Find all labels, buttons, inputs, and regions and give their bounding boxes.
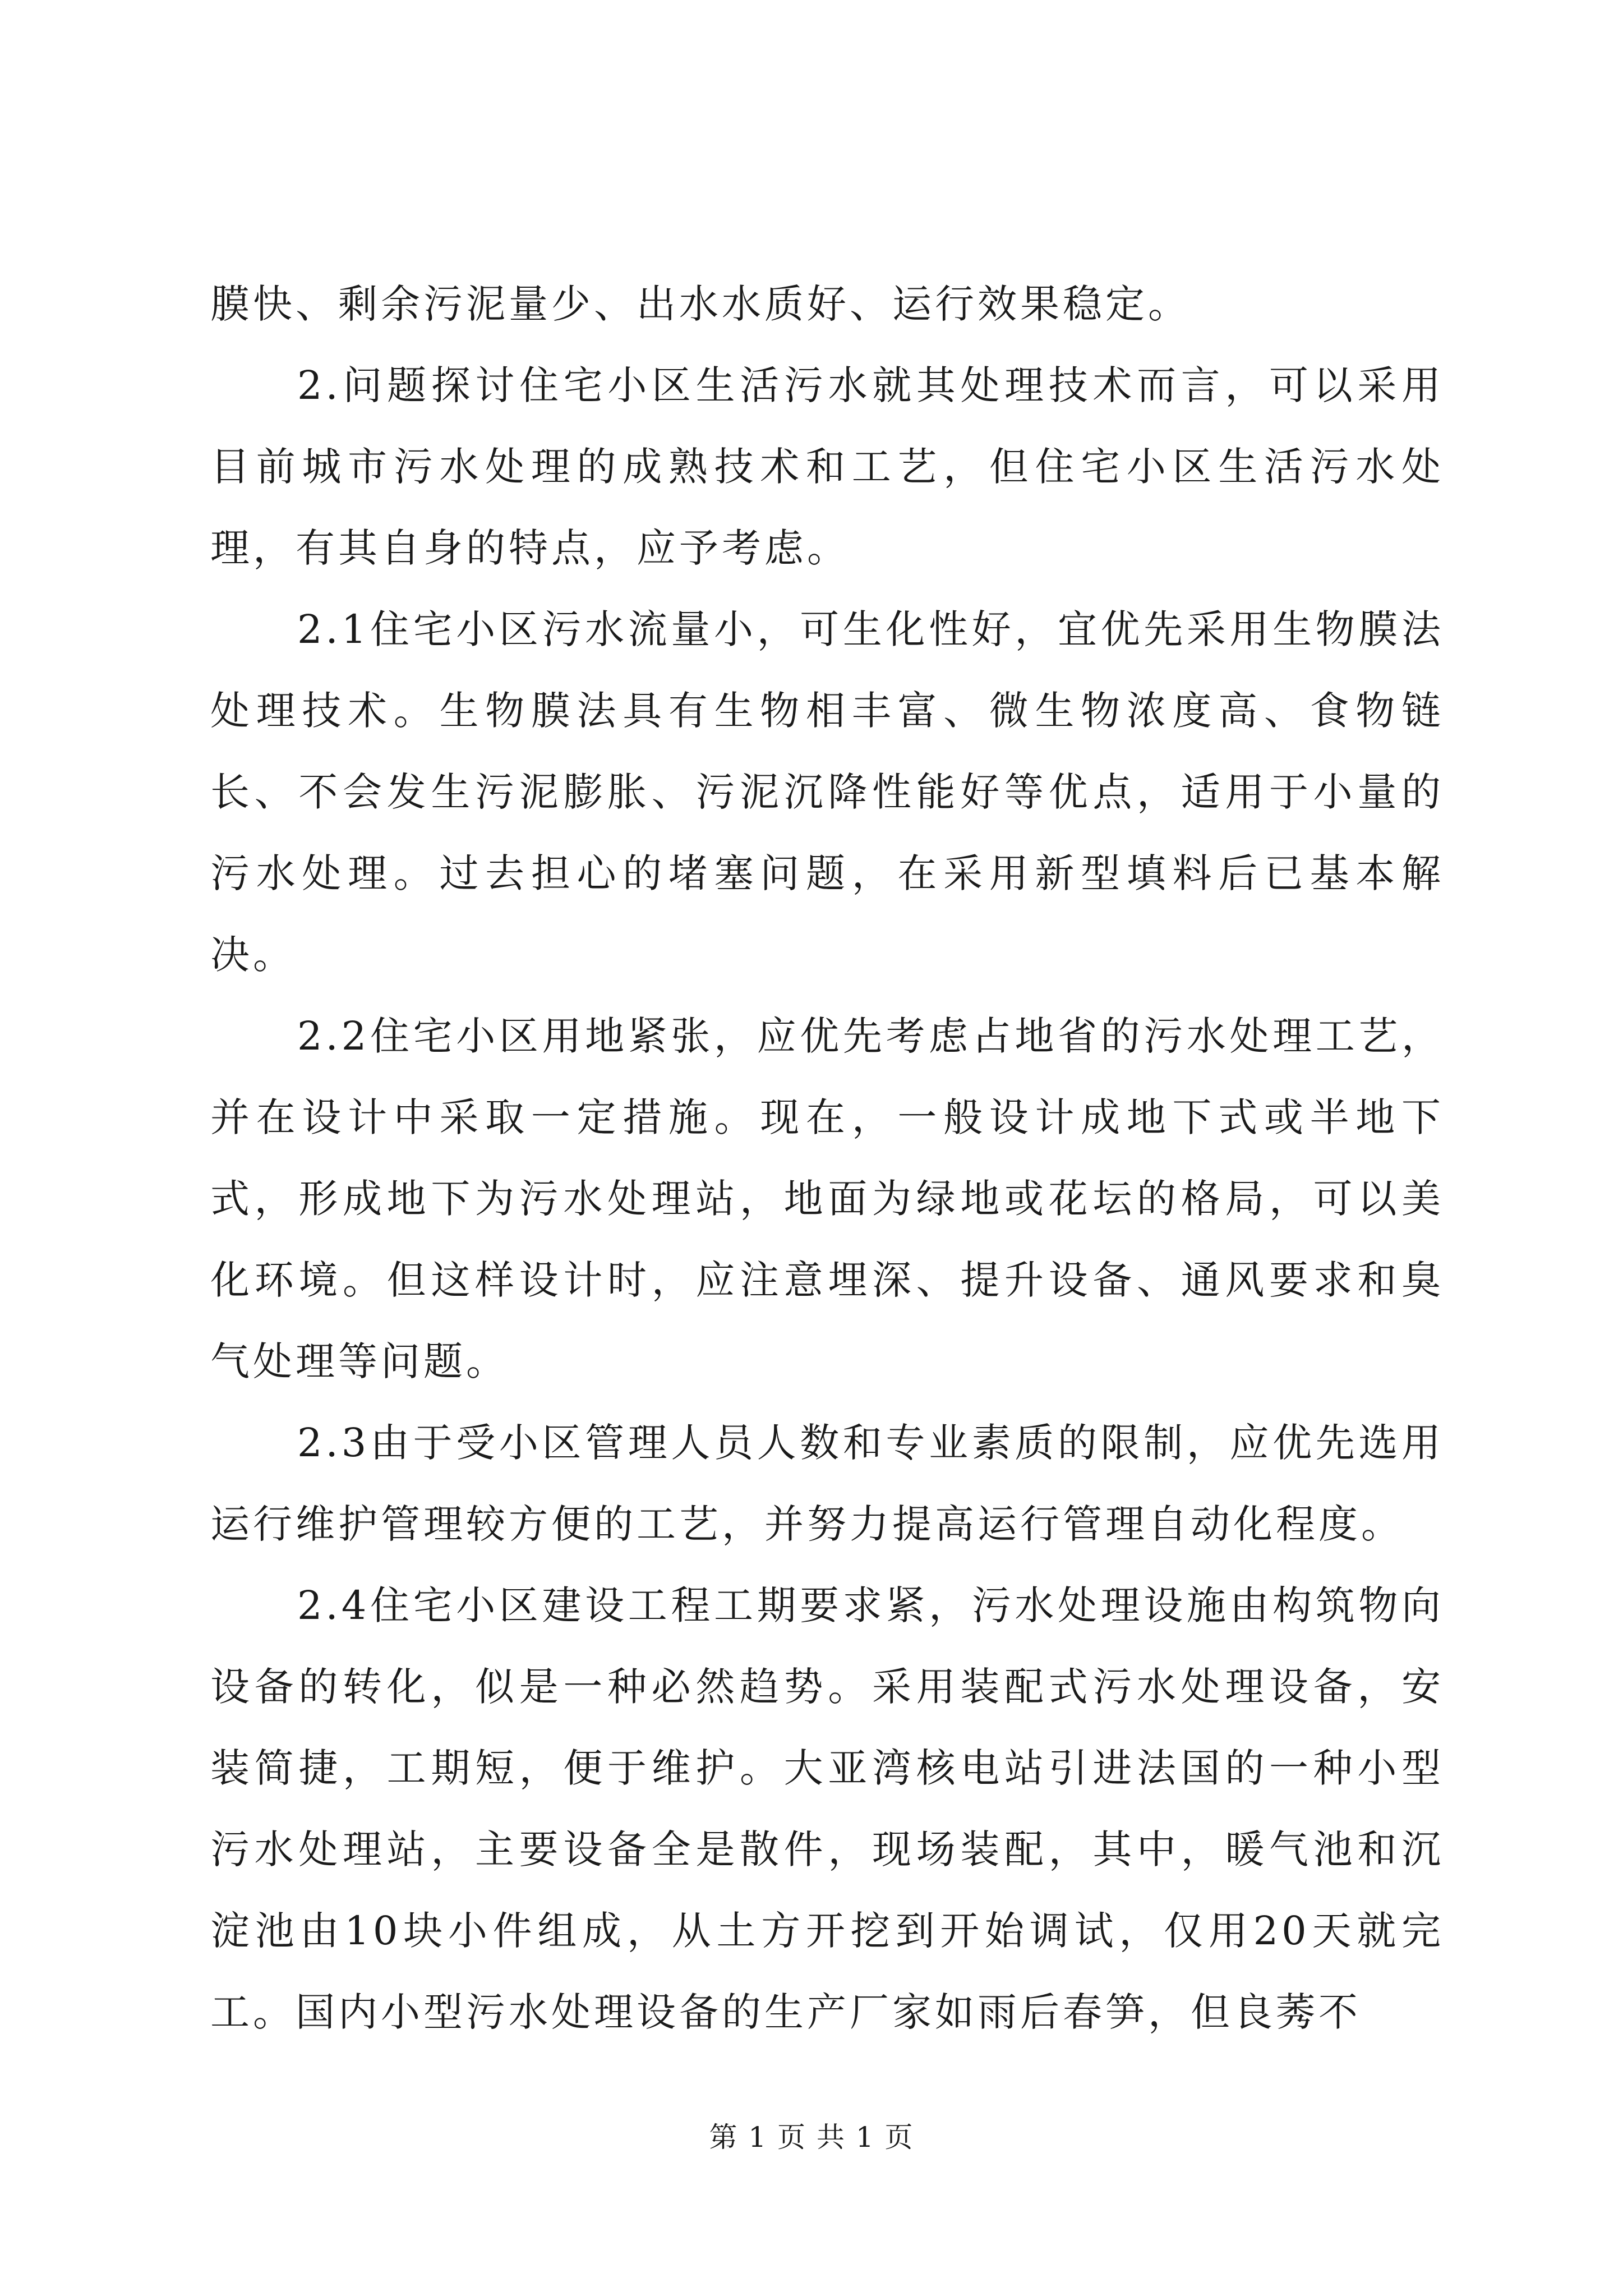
paragraph-continuation: 膜快、剩余污泥量少、出水水质好、运行效果稳定。 — [210, 281, 1191, 327]
page-number-footer: 第 1 页 共 1 页 — [709, 2121, 914, 2154]
paragraph-section-2: 2.问题探讨住宅小区生活污水就其处理技术而言，可以采用目前城市污水处理的成熟技术和工艺，但住宅小区生活污水处理，有其自身的特点，应予考虑。 — [210, 362, 1444, 571]
paragraph-section-2-1: 2.1住宅小区污水流量小，可生化性好，宜优先采用生物膜法处理技术。生物膜法具有生物相丰富、微生物浓度高、食物链长、不会发生污泥膨胀、污泥沉降性能好等优点，适用于小量的污水处理。过去担心的堵塞问题，在采用新型填料后已基本解决。 — [210, 606, 1444, 978]
document-body — [210, 264, 1444, 2053]
paragraph-section-2-4: 2.4住宅小区建设工程工期要求紧，污水处理设施由构筑物向设备的转化，似是一种必然趋势。采用装配式污水处理设备，安装简捷，工期短，便于维护。大亚湾核电站引进法国的一种小型污水处理站，主要设备全是散件，现场装配，其中，暖气池和沉淀池由10块小件组成，从土方开挖到开始调试，仅用20天就完工。国内小型污水处理设备的生产厂家如雨后春笋，但良莠不 — [210, 1582, 1444, 2035]
paragraph-section-2-3: 2.3由于受小区管理人员人数和专业素质的限制，应优先选用运行维护管理较方便的工艺，并努力提高运行管理自动化程度。 — [210, 1420, 1444, 1547]
paragraph-section-2-2: 2.2住宅小区用地紧张，应优先考虑占地省的污水处理工艺，并在设计中采取一定措施。现在，一般设计成地下式或半地下式，形成地下为污水处理站，地面为绿地或花坛的格局，可以美化环境。但这样设计时，应注意埋深、提升设备、通风要求和臭气处理等问题。 — [210, 1013, 1444, 1384]
